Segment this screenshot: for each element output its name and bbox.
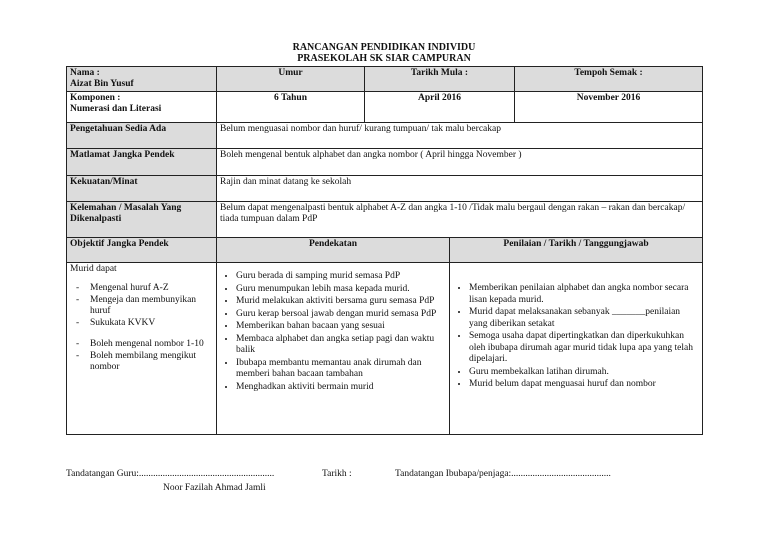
list-item: - Boleh membilang mengikut nombor [90,351,213,374]
kekuatan-row [67,176,703,202]
list-item: • Guru kerap bersoal jawab dengan murid semasa PdP [236,309,446,321]
objektif-list-huruf [70,283,213,329]
tarikh-mula-label: Tarikh Mula : [365,67,515,92]
nama-value: Aizat Bin Yusuf [70,79,134,89]
list-item: • Memberikan penilaian alphabet dan angka nombor secara lisan kepada murid. [469,283,699,306]
list-item: - Mengenal huruf A-Z [90,283,213,295]
matlamat-row [67,149,703,176]
nama-label: Nama : [70,68,100,78]
umur-value: 6 Tahun [217,92,365,123]
umur-label: Umur [217,67,365,92]
list-item: - Boleh mengenal nombor 1-10 [90,339,213,351]
kelemahan-label: Kelemahan / Masalah Yang Dikenalpasti [67,202,217,238]
list-item: • Membaca alphabet dan angka setiap pagi dan waktu balik [236,334,446,357]
kekuatan-label: Kekuatan/Minat [67,176,217,202]
penilaian-header: Penilaian / Tarikh / Tanggungjawab [450,238,703,263]
guru-signature-line: Tandatangan Guru:......................................................... [66,469,275,479]
komponen-value: Numerasi dan Literasi [70,104,162,114]
list-item: - Sukukata KVKV [90,318,213,330]
list-item: • Murid dapat melaksanakan sebanyak _______penilaian yang diberikan setakat [469,307,699,330]
komponen-row [67,92,703,123]
list-item: • Guru menumpukan lebih masa kepada murid. [236,284,446,296]
komponen-cell [67,92,217,123]
document-title: RANCANGAN PENDIDIKAN INDIVIDU [292,42,476,53]
pengetahuan-label: Pengetahuan Sedia Ada [67,123,217,149]
list-item: • Murid melakukan aktiviti bersama guru semasa PdP [236,296,446,308]
list-item: • Menghadkan aktiviti bermain murid [236,382,446,394]
list-item: - Mengeja dan membunyikan huruf [90,295,213,318]
list-item: • Guru membekalkan latihan dirumah. [469,367,699,379]
plan-table [66,66,703,435]
column-header-row [67,238,703,263]
ibubapa-signature-line: Tandatangan Ibubapa/penjaga:.......................................... [395,469,611,479]
penilaian-cell [450,263,703,435]
document-subtitle: PRASEKOLAH SK SIAR CAMPURAN [297,53,471,64]
nama-cell [67,67,217,92]
content-row [67,263,703,435]
guru-name: Noor Fazilah Ahmad Jamli [163,483,266,493]
pendekatan-list [220,271,446,393]
tempoh-semak-label: Tempoh Semak : [515,67,703,92]
komponen-label: Komponen : [70,93,121,103]
list-item: • Semoga usaha dapat dipertingkatkan dan diperkukuhkan oleh ibubapa dirumah agar murid tidak lupa apa yang telah dipelajari. [469,331,699,366]
list-item: • Murid belum dapat menguasai huruf dan nombor [469,379,699,391]
kelemahan-value: Belum dapat mengenalpasti bentuk alphabet A-Z dan angka 1-10 /Tidak malu bergaul dengan rakan – rakan dan bercakap/ tiada tumpuan dalam PdP [217,202,703,238]
matlamat-value: Boleh mengenal bentuk alphabet dan angka nombor ( April hingga November ) [217,149,703,176]
list-item: • Ibubapa membantu memantau anak dirumah dan memberi bahan bacaan tambahan [236,358,446,381]
tempoh-semak-value: November 2016 [515,92,703,123]
objektif-cell [67,263,217,435]
header-row [67,67,703,92]
tarikh-label: Tarikh : [322,469,352,479]
pengetahuan-value: Belum menguasai nombor dan huruf/ kurang tumpuan/ tak malu bercakap [217,123,703,149]
pendekatan-header: Pendekatan [217,238,450,263]
matlamat-label: Matlamat Jangka Pendek [67,149,217,176]
list-item: • Guru berada di samping murid semasa PdP [236,271,446,283]
list-item: • Memberikan bahan bacaan yang sesuai [236,321,446,333]
objektif-intro: Murid dapat [70,264,117,274]
pendekatan-cell [217,263,450,435]
objektif-header: Objektif Jangka Pendek [67,238,217,263]
kelemahan-row [67,202,703,238]
penilaian-list [453,283,699,391]
tarikh-mula-value: April 2016 [365,92,515,123]
kekuatan-value: Rajin dan minat datang ke sekolah [217,176,703,202]
objektif-list-nombor [70,339,213,374]
pengetahuan-row [67,123,703,149]
